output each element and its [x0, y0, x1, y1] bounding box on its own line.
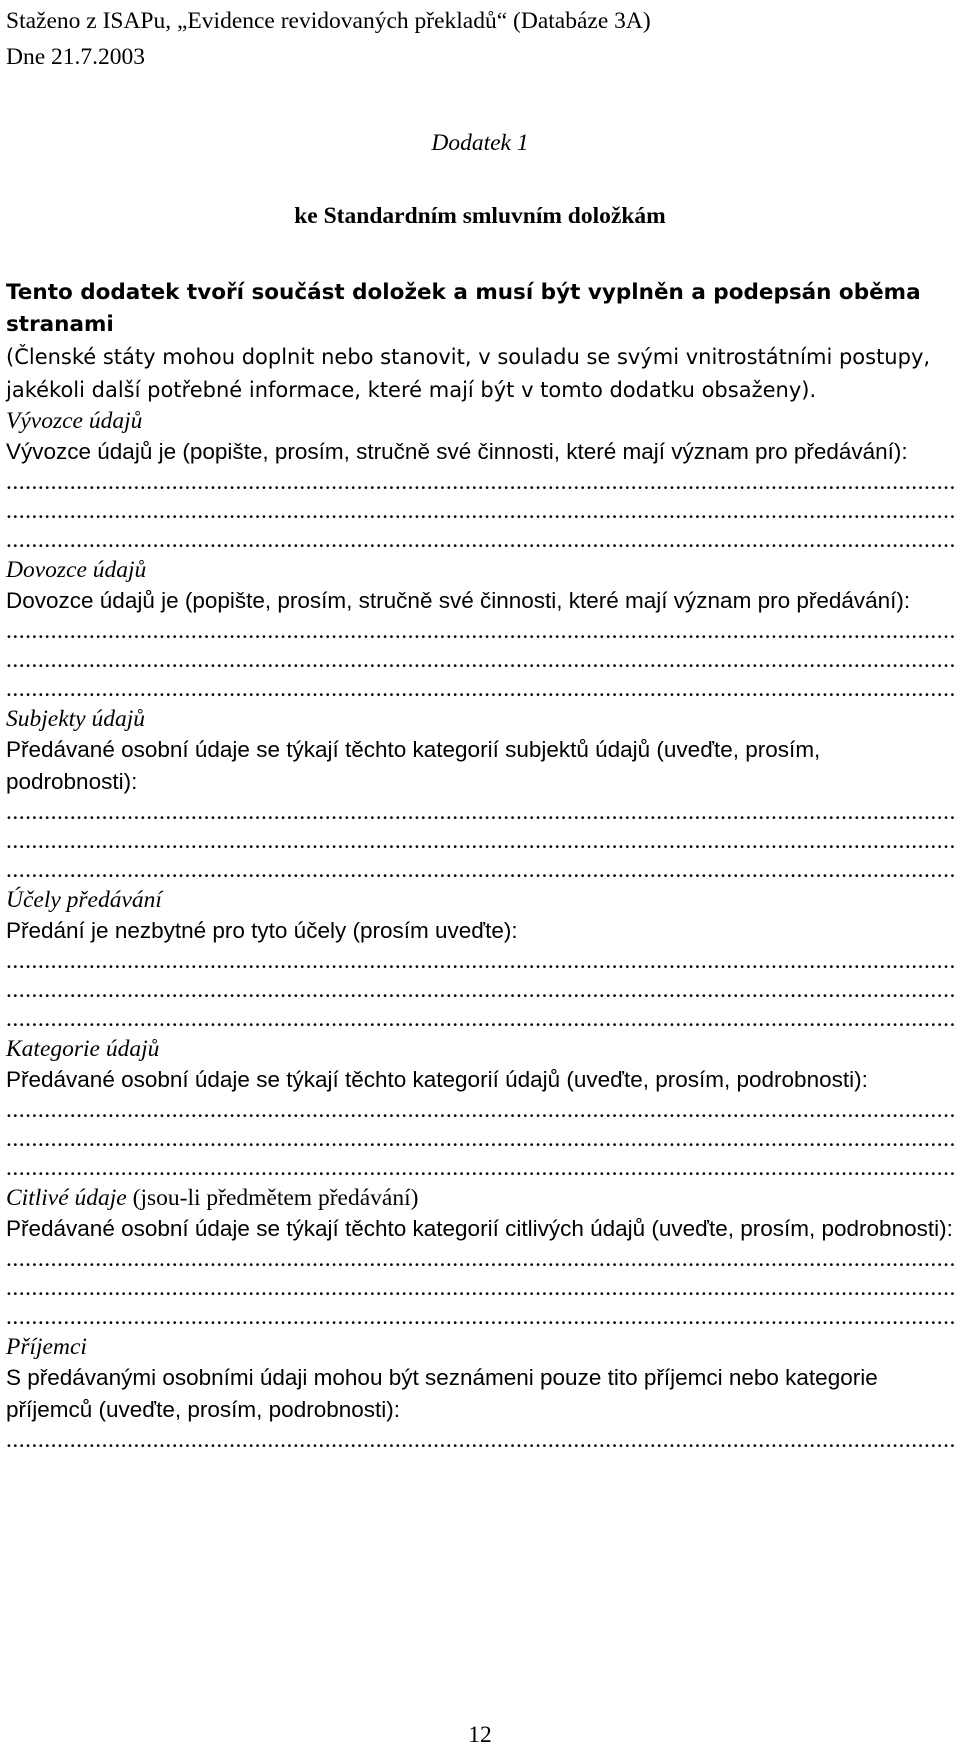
- addendum-title: Dodatek 1: [431, 130, 529, 156]
- section-data-exporter: [6, 406, 954, 555]
- section-description: Vývozce údajů je (popište, prosím, stručně své činnosti, které mají význam pro předávání):: [6, 439, 908, 464]
- section-heading-suffix: (jsou-li předmětem předávání): [126, 1185, 419, 1211]
- section-description: Předávané osobní údaje se týkají těchto kategorií údajů (uveďte, prosím, podrobnosti):: [6, 1067, 868, 1092]
- section-sensitive-data: [6, 1183, 954, 1332]
- section-recipients: [6, 1332, 954, 1455]
- section-description: Předávané osobní údaje se týkají těchto kategorií citlivých údajů (uveďte, prosím, podrobnosti):: [6, 1216, 953, 1241]
- fill-in-line[interactable]: [6, 1005, 954, 1034]
- fill-in-line[interactable]: [6, 1426, 954, 1455]
- section-heading: Citlivé údaje: [6, 1185, 127, 1211]
- fill-in-line[interactable]: [6, 856, 954, 885]
- fill-in-line[interactable]: [6, 617, 954, 646]
- section-heading: Vývozce údajů: [6, 408, 143, 434]
- document-body: [6, 277, 954, 1455]
- section-heading: Subjekty údajů: [6, 706, 146, 732]
- fill-in-line[interactable]: [6, 947, 954, 976]
- fill-in-line[interactable]: [6, 827, 954, 856]
- section-description: S předávanými osobními údaji mohou být seznámeni pouze tito příjemci nebo kategorie příjemců (uveďte, prosím, podrobnosti):: [6, 1365, 878, 1422]
- fill-in-line[interactable]: [6, 1303, 954, 1332]
- section-data-subjects: [6, 704, 954, 885]
- sections-container: [6, 406, 954, 1455]
- source-line: Staženo z ISAPu, „Evidence revidovaných překladů“ (Databáze 3A): [6, 8, 651, 34]
- fill-in-line[interactable]: [6, 497, 954, 526]
- fill-in-line[interactable]: [6, 1154, 954, 1183]
- fill-in-line[interactable]: [6, 1125, 954, 1154]
- date-line: Dne 21.7.2003: [6, 44, 146, 70]
- section-description: Dovozce údajů je (popište, prosím, stručně své činnosti, které mají význam pro předávání):: [6, 588, 911, 613]
- section-heading: Příjemci: [6, 1334, 87, 1360]
- section-heading: Účely předávání: [6, 887, 162, 913]
- intro-bold-statement: Tento dodatek tvoří součást doložek a musí být vyplněn a podepsán oběma stranami: [6, 280, 921, 337]
- fill-in-line[interactable]: [6, 675, 954, 704]
- fill-in-line[interactable]: [6, 646, 954, 675]
- fill-in-line[interactable]: [6, 976, 954, 1005]
- fill-in-line[interactable]: [6, 468, 954, 497]
- section-description: Předání je nezbytné pro tyto účely (prosím uveďte):: [6, 918, 518, 943]
- fill-in-line[interactable]: [6, 1274, 954, 1303]
- section-heading: Dovozce údajů: [6, 557, 147, 583]
- fill-in-line[interactable]: [6, 1096, 954, 1125]
- section-heading: Kategorie údajů: [6, 1036, 160, 1062]
- fill-in-line[interactable]: [6, 1245, 954, 1274]
- section-transfer-purposes: [6, 885, 954, 1034]
- fill-in-line[interactable]: [6, 798, 954, 827]
- intro-note: (Členské státy mohou doplnit nebo stanovit, v souladu se svými vnitrostátními postupy, jakékoli další potřebné informace, které mají být v tomto dodatku obsaženy).: [6, 345, 931, 402]
- clauses-title: ke Standardním smluvním doložkám: [294, 203, 666, 229]
- section-data-categories: [6, 1034, 954, 1183]
- page-number: 12: [468, 1722, 492, 1748]
- section-data-importer: [6, 555, 954, 704]
- section-description: Předávané osobní údaje se týkají těchto kategorií subjektů údajů (uveďte, prosím, podrobnosti):: [6, 737, 821, 794]
- fill-in-line[interactable]: [6, 526, 954, 555]
